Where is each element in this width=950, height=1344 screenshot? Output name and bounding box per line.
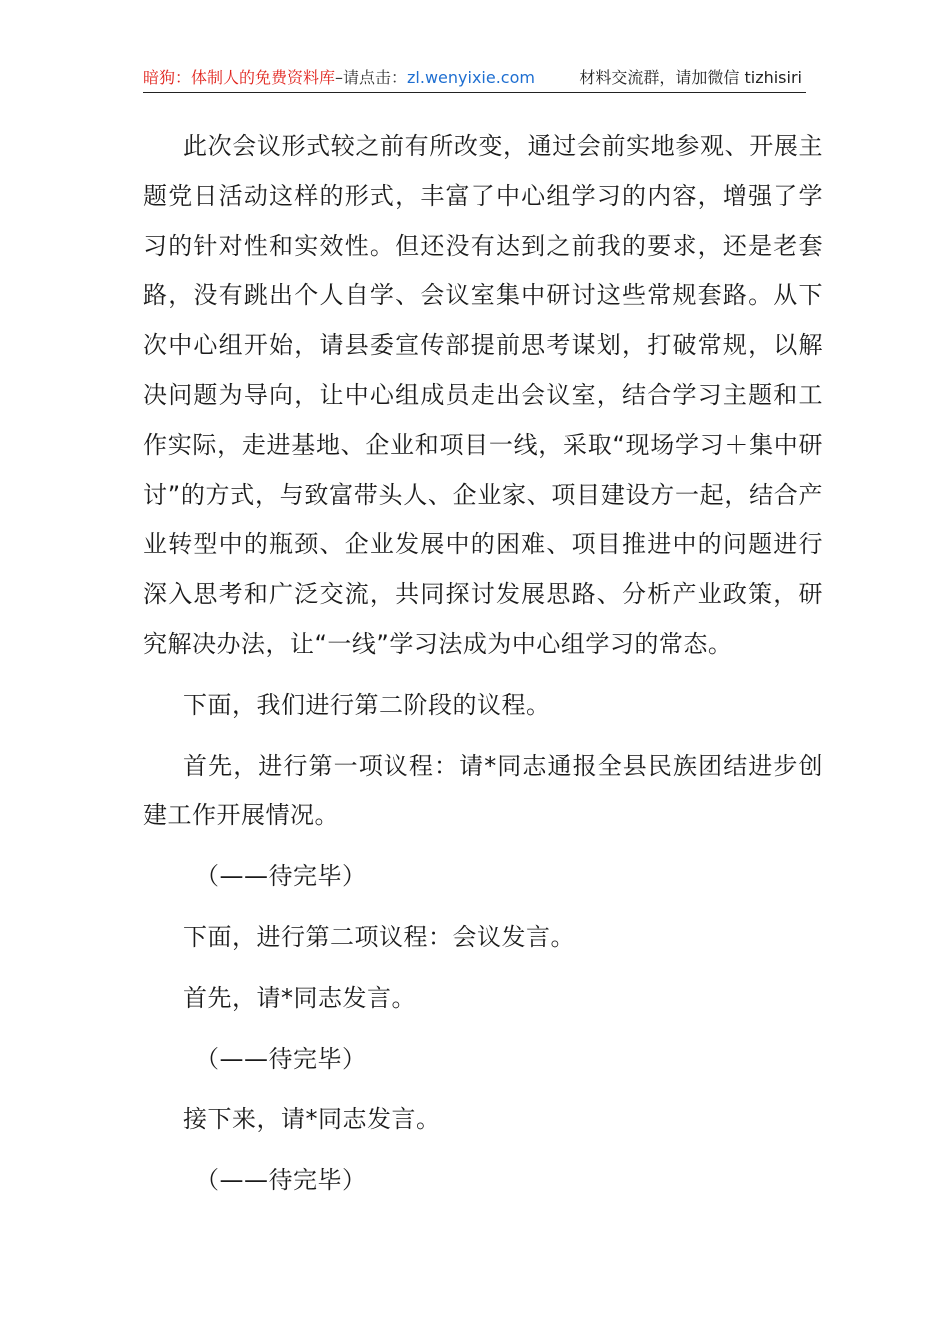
paragraph-4: （——待完毕） [195,862,367,891]
header-link[interactable]: zl.wenyixie.com [407,68,535,87]
paragraph-9: （——待完毕） [195,1166,367,1195]
paragraph-5: 下面，进行第二项议程：会议发言。 [183,922,575,951]
paragraph-3: 首先，进行第一项议程：请*同志通报全县民族团结进步创建工作开展情况。 [143,751,823,830]
paragraph-2: 下面，我们进行第二阶段的议程。 [183,690,551,719]
paragraph-7: （——待完毕） [195,1044,367,1073]
paragraph-8: 接下来，请*同志发言。 [183,1105,441,1134]
header-source: 暗狗：体制人的免费资料库 [143,68,336,87]
paragraph-6: 首先，请*同志发言。 [183,983,416,1012]
paragraph-1: 此次会议形式较之前有所改变，通过会前实地参观、开展主题党日活动这样的形式，丰富了中心组学习的内容，增强了学习的针对性和实效性。但还没有达到之前我的要求，还是老套路，没有跳出个人自学、会议室集中研讨这些常规套路。从下次中心组开始，请县委宣传部提前思考谋划，打破常规，以解决问题为导向，让中心组成员走出会议室，结合学习主题和工作实际，走进基地、企业和项目一线，采取“现场学习＋集中研讨”的方式，与致富带头人、企业家、项目建设方一起，结合产业转型中的瓶颈、企业发展中的困难、项目推进中的问题进行深入思考和广泛交流，共同探讨发展思路、分析产业政策，研究解决办法，让“一线”学习法成为中心组学习的常态。 [143,132,823,658]
document-body [143,122,823,1206]
page-header [143,64,806,93]
header-prompt: –请点击： [335,68,408,87]
header-wechat: 材料交流群，请加微信 tizhisiri [579,68,802,87]
